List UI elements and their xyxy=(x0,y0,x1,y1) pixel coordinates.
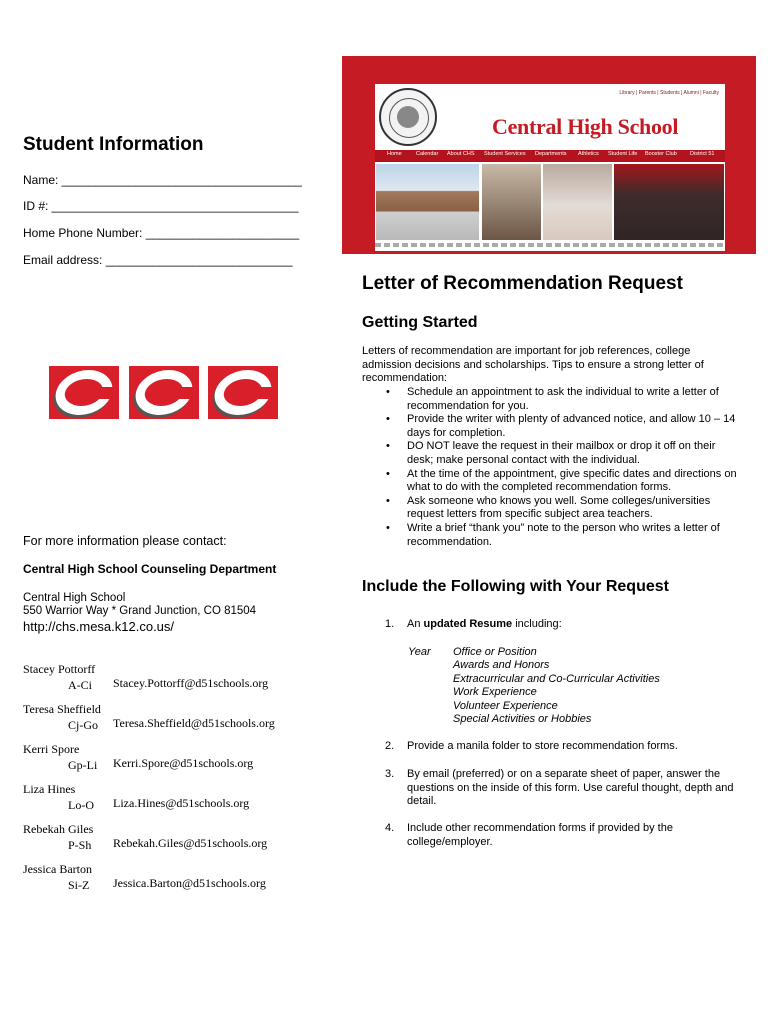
counselor-entry xyxy=(23,782,94,813)
tips-list xyxy=(362,386,742,549)
resume-section: Volunteer Experience xyxy=(453,699,558,712)
counselor-range: P-Sh xyxy=(68,838,92,852)
item-text: Provide a manila folder to store recommendation forms. xyxy=(407,740,678,752)
counselor-name: Liza Hines xyxy=(23,782,76,796)
item-text: Include other recommendation forms if provided by the college/employer. xyxy=(407,822,673,848)
banner-footer-strip xyxy=(375,243,725,247)
counselor-range: Si-Z xyxy=(68,878,90,892)
id-field-label: ID #: _____________________________________ xyxy=(23,199,299,213)
contact-intro: For more information please contact: xyxy=(23,534,227,548)
banner-top-links: Library | Parents | Students | Alumni | Faculty xyxy=(619,90,719,96)
banner-nav-item: District 51 xyxy=(690,151,715,157)
address-line-2: 550 Warrior Way * Grand Junction, CO 81504 xyxy=(23,605,257,617)
letter-title: Letter of Recommendation Request xyxy=(362,273,683,294)
school-logo-group xyxy=(49,366,279,419)
banner-nav-item: Departments xyxy=(535,151,567,157)
counselor-entry xyxy=(23,822,93,853)
counselor-range: A-Ci xyxy=(68,678,92,692)
item-text: An updated Resume including: xyxy=(407,618,562,630)
banner-nav-item: Calendar xyxy=(416,151,439,157)
counseling-department: Central High School Counseling Department xyxy=(23,562,277,576)
item-number: 3. xyxy=(385,768,395,780)
students-group-photo xyxy=(543,164,612,240)
school-seal-icon xyxy=(379,88,437,146)
tip-item: • Write a brief “thank you” note to the person who writes a letter of recommendation. xyxy=(407,522,742,549)
counselor-entry xyxy=(23,662,95,693)
name-field-label: Name: ____________________________________ xyxy=(23,173,302,187)
counselor-email[interactable]: Teresa.Sheffield@d51schools.org xyxy=(113,716,275,730)
resume-year-label: Year xyxy=(408,646,431,658)
counselor-entry xyxy=(23,742,97,773)
banner-nav-item: Booster Club xyxy=(645,151,677,157)
resume-section: Special Activities or Hobbies xyxy=(453,713,592,726)
school-website-banner xyxy=(342,56,756,254)
counselor-range: Gp-Li xyxy=(68,758,98,772)
student-photo xyxy=(482,164,541,240)
banner-nav-item: Home xyxy=(387,151,402,157)
tip-item: • Schedule an appointment to ask the individual to write a letter of recommendation for you. xyxy=(407,386,742,413)
tip-item: • Ask someone who knows you well. Some colleges/universities request letters from specific subject area teachers. xyxy=(407,495,742,522)
item-number: 1. xyxy=(385,618,395,630)
banner-school-name: Central High School xyxy=(492,114,679,139)
resume-section: Extracurricular and Co-Curricular Activities xyxy=(453,672,660,685)
crowd-photo xyxy=(614,164,724,240)
school-building-photo xyxy=(376,164,479,240)
c-logo-icon xyxy=(129,366,199,419)
counselor-name: Jessica Barton xyxy=(23,862,92,876)
counselor-name: Kerri Spore xyxy=(23,742,80,756)
tip-item: • Provide the writer with plenty of advanced notice, and allow 10 – 14 days for completion. xyxy=(407,413,742,440)
resume-section: Work Experience xyxy=(453,686,537,699)
include-heading: Include the Following with Your Request xyxy=(362,578,669,595)
tip-item: • DO NOT leave the request in their mailbox or drop it off on their desk; make personal contact with the individual. xyxy=(407,440,742,467)
item-number: 4. xyxy=(385,822,395,834)
banner-nav-item: About CHS xyxy=(447,151,475,157)
counselor-email[interactable]: Liza.Hines@d51schools.org xyxy=(113,796,250,810)
c-logo-icon xyxy=(49,366,119,419)
counselor-name: Teresa Sheffield xyxy=(23,702,101,716)
school-website-link[interactable]: http://chs.mesa.k12.co.us/ xyxy=(23,619,175,634)
counselor-email[interactable]: Stacey.Pottorff@d51schools.org xyxy=(113,676,269,690)
banner-nav-item: Student Services xyxy=(484,151,526,157)
resume-section: Office or Position xyxy=(453,646,537,658)
item-text: By email (preferred) or on a separate sheet of paper, answer the questions on the inside of this form. Use careful thought, depth and detail. xyxy=(407,768,734,808)
counselor-email[interactable]: Kerri.Spore@d51schools.org xyxy=(113,756,254,770)
phone-field-label: Home Phone Number: _______________________ xyxy=(23,226,300,240)
resume-sections-list xyxy=(453,646,660,726)
banner-nav-item: Student Life xyxy=(608,151,638,157)
banner-nav-item: Athletics xyxy=(578,151,599,157)
item-number: 2. xyxy=(385,740,395,752)
counselor-entry xyxy=(23,862,92,893)
counselor-range: Cj-Go xyxy=(68,718,98,732)
counselor-email[interactable]: Rebekah.Giles@d51schools.org xyxy=(113,836,268,850)
c-logo-icon xyxy=(208,366,278,419)
counselor-email[interactable]: Jessica.Barton@d51schools.org xyxy=(113,876,266,890)
email-field-label: Email address: ____________________________ xyxy=(23,253,293,267)
getting-started-intro: Letters of recommendation are important for job references, college admission decisions and scholarships. Tips to ensure a strong letter of recommendation: xyxy=(362,345,704,385)
address-line-1: Central High School xyxy=(23,592,126,604)
banner-nav-bar xyxy=(375,150,725,162)
resume-section: Awards and Honors xyxy=(453,659,550,672)
counselor-entry xyxy=(23,702,101,733)
counselor-range: Lo-O xyxy=(68,798,94,812)
banner-photo-strip xyxy=(375,164,725,240)
getting-started-heading: Getting Started xyxy=(362,314,478,331)
counselor-name: Rebekah Giles xyxy=(23,822,94,836)
tip-item: • At the time of the appointment, give specific dates and directions on what to do with the completed recommendation forms. xyxy=(407,468,742,495)
counselor-name: Stacey Pottorff xyxy=(23,662,96,676)
student-information-heading: Student Information xyxy=(23,134,204,155)
